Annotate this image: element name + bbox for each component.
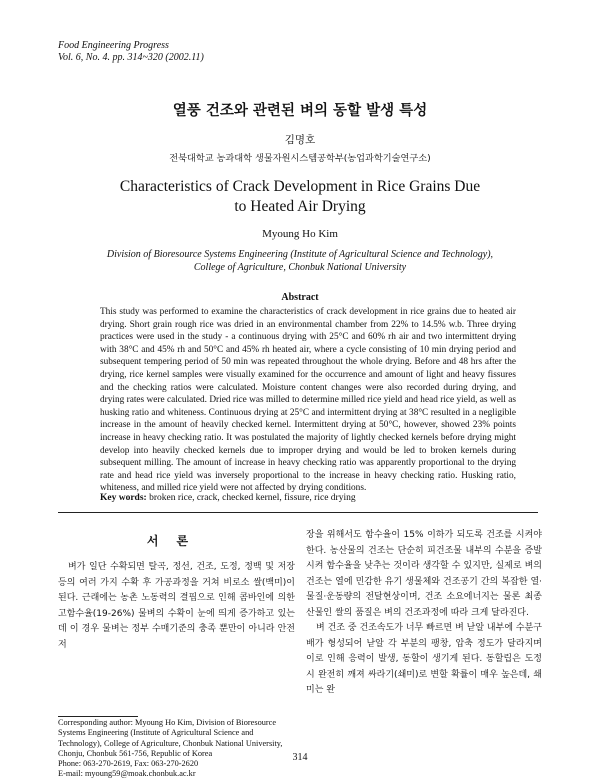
footnote-author: Corresponding author: Myoung Ho Kim, Division of Bioresource Systems Engineering (Institute of Agricultural Science and Technology), College of Agriculture, Chonbuk National University, Chonju, Chonbuk 561-756, Republic of Korea: [58, 718, 283, 758]
section-divider: [58, 512, 538, 513]
left-column-text: 벼가 일단 수확되면 탈곡, 정선, 건조, 도정, 정백 및 저장 등의 여러 가지 수확 후 가공과정을 거쳐 비로소 쌀(백미)이 된다. 근래에는 농촌 노동력의 결핍으로 인해 콤바인에 의한 고함수율(19-26%) 물벼의 수확이 눈에 띄게 증가하고 있는데 이 경우 물벼는 정부 수매기준의 충족 뿐만이 아니라 안전저: [58, 562, 295, 650]
section-heading: 서론: [146, 534, 207, 548]
footnote-email: E-mail: myoung59@moak.chonbuk.ac.kr: [58, 769, 196, 779]
footnote-phone: Phone: 063-270-2619, Fax: 063-270-2620: [58, 759, 199, 769]
english-title: [0, 177, 600, 217]
korean-title: 열풍 건조와 관련된 벼의 동할 발생 특성: [172, 103, 428, 119]
keywords: [100, 493, 520, 503]
journal-volume: Vol. 6, No. 4. pp. 314~320 (2002.11): [58, 52, 204, 63]
page-number: 314: [292, 752, 308, 763]
footnote: [58, 718, 298, 780]
abstract-text: This study was performed to examine the characteristics of crack development in rice grains due to heated air drying. Short grain rough rice was dried in an environmental chamber from 22% to 14.5% w.b. Three drying practices were used in the study - a continuous drying with 25°C and 60% rh air and two intermittent drying with 38°C and 45% rh and 50°C and 45% rh heated air, where a cycle consisting of 10 min drying period and subsequent tempering period of 50 min was repeated throughout the whole drying. Before and 48 hrs after the drying, rice kernel samples were visually examined for the occurrence and amount of light and heavy fissures and the checking ratios were calculated. Moisture content changes were also recorded during drying, and drying rates were calculated. Dried rice was milled to determine milled rice yield and head rice yield, as well as husking ratio and whiteness. Continuous drying at 25°C and intermittent drying at 38°C resulted in a negligible increase in the amount of heavily checked kernel. Intermittent drying at 50°C, however, showed 23% points increase in heavy checking ratio. It was postulated the majority of lightly checked kernels before drying might develop into heavily checked kernels due to improper drying and would be led to broken kernels during subsequent milling. The amount of increase in heavy checking ratio was apparently proportional to the drying rate and head rice yield was inversely proportional to the increase in heavy checking ratio. Husking ratio, whiteness, and milled rice yield were not affected by drying conditions.: [100, 307, 516, 494]
korean-author: 김명호: [284, 134, 316, 146]
footnote-divider: [58, 716, 138, 717]
english-title-line1: Characteristics of Crack Development in Rice Grains Due: [119, 178, 481, 195]
right-column: [306, 528, 542, 699]
english-author: Myoung Ho Kim: [262, 228, 338, 240]
english-affiliation-line2: College of Agriculture, Chonbuk National University: [193, 262, 407, 273]
keywords-label: Key words:: [100, 493, 147, 503]
english-title-line2: to Heated Air Drying: [234, 198, 366, 215]
english-affiliation-line1: Division of Bioresource Systems Engineering (Institute of Agricultural Science and Technology),: [106, 249, 494, 260]
journal-header: [58, 40, 204, 64]
right-paragraph-2: 벼 건조 중 건조속도가 너무 빠르면 벼 낟알 내부에 수분구배가 형성되어 낟알 각 부분의 팽창, 압축 정도가 달라지며 이로 인해 응력이 발생, 동할이 생기게 된다. 동할립은 도정 시 완전히 깨져 싸라기(쇄미)로 변할 확률이 매우 높은데, 쇄미는 완: [306, 623, 542, 695]
abstract-heading: Abstract: [281, 292, 319, 303]
journal-name: Food Engineering Progress: [58, 40, 169, 51]
right-paragraph-1: 장을 위해서도 함수율이 15% 이하가 되도록 건조를 시켜야 한다. 농산물의 건조는 단순히 피건조물 내부의 수분을 증발시켜 함수율을 낮추는 것이라 생각할 수 있지만, 실제로 벼의 건조는 열에 민감한 유기 생물체와 건조공기 간의 복잡한 열·물질·운동량의 전달현상이며, 건조 소요에너지는 물론 최종 산물인 쌀의 품질은 벼의 건조과정에 따라 크게 달라진다.: [306, 530, 542, 618]
keywords-text: broken rice, crack, checked kernel, fissure, rice drying: [149, 493, 356, 503]
english-affiliation: [0, 248, 600, 274]
korean-affiliation: 전북대학교 농과대학 생물자원시스템공학부(농업과학기술연구소): [169, 153, 431, 164]
